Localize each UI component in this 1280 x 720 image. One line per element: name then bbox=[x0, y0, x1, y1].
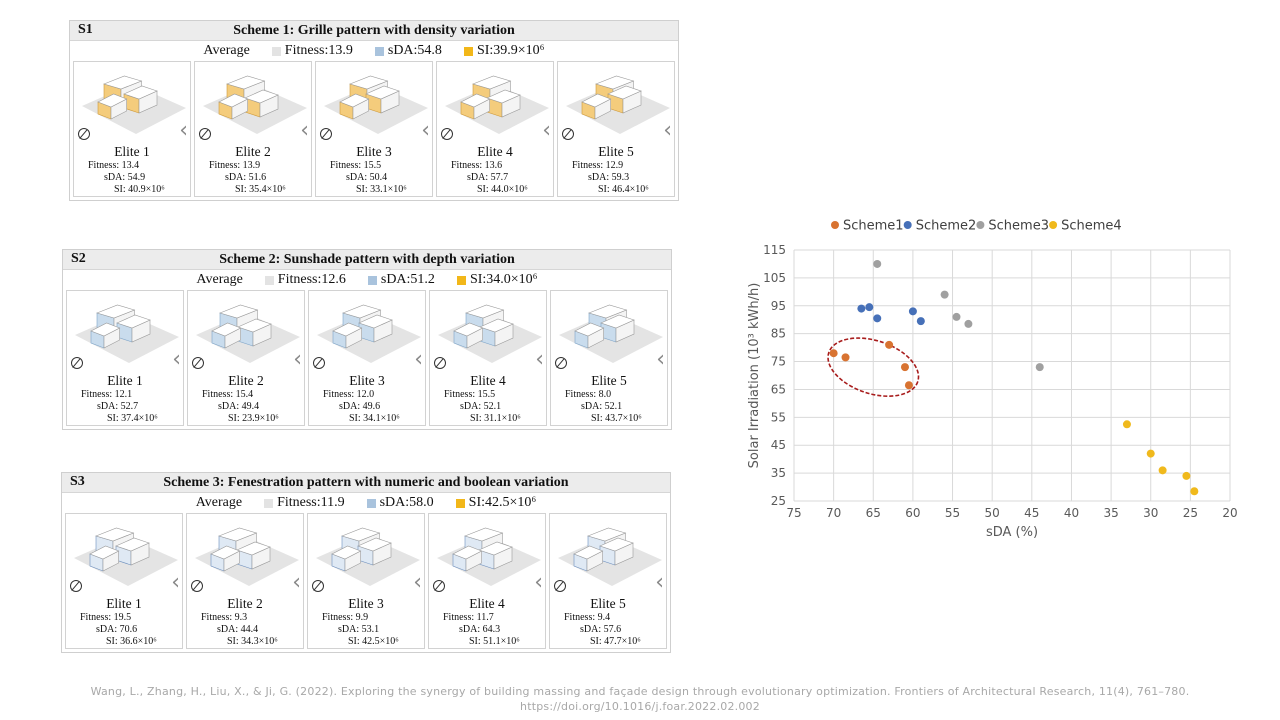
data-point-scheme2 bbox=[857, 305, 865, 313]
elite-sda: sDA: 64.3 bbox=[459, 624, 501, 635]
north-compass-icon bbox=[434, 357, 446, 369]
avg-si bbox=[457, 272, 538, 288]
massing-illustration bbox=[430, 291, 547, 371]
elite-name: Elite 2 bbox=[235, 144, 271, 159]
elite-name: Elite 3 bbox=[356, 144, 392, 159]
elite-sda: sDA: 50.4 bbox=[346, 172, 388, 183]
elite-sda: sDA: 44.4 bbox=[217, 624, 259, 635]
si-swatch bbox=[464, 47, 473, 56]
north-compass-icon bbox=[199, 128, 211, 140]
legend-marker bbox=[904, 221, 912, 229]
si-swatch bbox=[456, 499, 465, 508]
elite-card bbox=[186, 513, 304, 649]
elite-si: SI: 36.6×10⁶ bbox=[106, 636, 157, 647]
elite-sda: sDA: 54.9 bbox=[104, 172, 146, 183]
data-point-scheme4 bbox=[1159, 466, 1167, 474]
massing-illustration bbox=[316, 62, 433, 142]
elite-fitness: Fitness: 12.9 bbox=[572, 160, 624, 171]
elite-fitness: Fitness: 11.7 bbox=[443, 612, 494, 623]
elite-si: SI: 42.5×10⁶ bbox=[348, 636, 399, 647]
avg-fitness bbox=[272, 43, 353, 59]
elite-card bbox=[550, 290, 668, 426]
elite-card bbox=[549, 513, 667, 649]
massing-illustration bbox=[308, 514, 425, 594]
elite-si: SI: 34.1×10⁶ bbox=[349, 413, 400, 424]
north-compass-icon bbox=[320, 128, 332, 140]
avg-si-value: SI:42.5×10⁶ bbox=[468, 495, 537, 510]
y-tick-label: 75 bbox=[770, 354, 786, 369]
scatter-chart bbox=[735, 208, 1255, 538]
average-label: Average bbox=[203, 43, 250, 58]
y-tick-label: 55 bbox=[770, 410, 786, 425]
elite-card bbox=[73, 61, 191, 197]
elite-sda: sDA: 59.3 bbox=[588, 172, 630, 183]
massing-illustration bbox=[437, 62, 554, 142]
sda-swatch bbox=[367, 499, 376, 508]
elite-si: SI: 35.4×10⁶ bbox=[235, 184, 286, 195]
chevron-left-icon: ‹ bbox=[171, 570, 180, 595]
north-compass-icon bbox=[191, 580, 203, 592]
elite-sda: sDA: 70.6 bbox=[96, 624, 138, 635]
data-point-scheme2 bbox=[865, 303, 873, 311]
y-tick-label: 65 bbox=[770, 382, 786, 397]
x-tick-label: 60 bbox=[905, 506, 921, 520]
north-compass-icon bbox=[78, 128, 90, 140]
elite-fitness: Fitness: 13.9 bbox=[209, 160, 261, 171]
chevron-left-icon: ‹ bbox=[535, 347, 544, 372]
sda-swatch bbox=[375, 47, 384, 56]
elite-si: SI: 44.0×10⁶ bbox=[477, 184, 528, 195]
elite-si: SI: 37.4×10⁶ bbox=[107, 413, 158, 424]
elite-name: Elite 3 bbox=[348, 596, 384, 611]
elite-si: SI: 31.1×10⁶ bbox=[470, 413, 521, 424]
massing-illustration bbox=[550, 514, 667, 594]
elite-fitness: Fitness: 9.4 bbox=[564, 612, 611, 623]
panel-id: S1 bbox=[78, 22, 93, 37]
data-point-scheme2 bbox=[917, 317, 925, 325]
legend-label: Scheme2 bbox=[915, 218, 977, 234]
data-point-scheme1 bbox=[830, 349, 838, 357]
y-tick-label: 45 bbox=[770, 438, 786, 453]
north-compass-icon bbox=[313, 357, 325, 369]
x-tick-label: 20 bbox=[1222, 506, 1238, 520]
chevron-left-icon: ‹ bbox=[172, 347, 181, 372]
x-tick-label: 35 bbox=[1103, 506, 1119, 520]
chevron-left-icon: ‹ bbox=[534, 570, 543, 595]
elite-sda: sDA: 49.4 bbox=[218, 401, 260, 412]
avg-sda bbox=[375, 43, 442, 59]
massing-illustration bbox=[66, 514, 183, 594]
data-point-scheme2 bbox=[909, 307, 917, 315]
elite-sda: sDA: 52.1 bbox=[581, 401, 623, 412]
massing-illustration bbox=[551, 291, 668, 371]
north-compass-icon bbox=[312, 580, 324, 592]
elite-name: Elite 5 bbox=[598, 144, 634, 159]
panel-title: Scheme 1: Grille pattern with density variation bbox=[233, 23, 515, 38]
data-point-scheme1 bbox=[901, 363, 909, 371]
north-compass-icon bbox=[192, 357, 204, 369]
elite-fitness: Fitness: 15.5 bbox=[444, 389, 496, 400]
average-row bbox=[70, 41, 678, 61]
data-point-scheme3 bbox=[964, 320, 972, 328]
panel-title: Scheme 3: Fenestration pattern with numeric and boolean variation bbox=[163, 475, 569, 490]
avg-si-value: SI:34.0×10⁶ bbox=[469, 272, 538, 287]
elite-si: SI: 34.3×10⁶ bbox=[227, 636, 278, 647]
chevron-left-icon: ‹ bbox=[421, 118, 430, 143]
panel-header bbox=[62, 473, 670, 493]
x-axis-label: sDA (%) bbox=[985, 525, 1039, 540]
elite-sda: sDA: 49.6 bbox=[339, 401, 381, 412]
elite-card bbox=[65, 513, 183, 649]
x-tick-label: 25 bbox=[1182, 506, 1199, 520]
elite-sda: sDA: 52.1 bbox=[460, 401, 502, 412]
north-compass-icon bbox=[562, 128, 574, 140]
elite-name: Elite 5 bbox=[590, 596, 626, 611]
massing-illustration bbox=[309, 291, 426, 371]
elite-si: SI: 23.9×10⁶ bbox=[228, 413, 279, 424]
x-tick-label: 40 bbox=[1063, 506, 1080, 520]
elite-name: Elite 1 bbox=[114, 144, 150, 159]
elite-card bbox=[436, 61, 554, 197]
panel-title: Scheme 2: Sunshade pattern with depth variation bbox=[219, 252, 515, 267]
y-tick-label: 25 bbox=[770, 494, 786, 508]
avg-sda-value: sDA:58.0 bbox=[379, 495, 434, 510]
y-tick-label: 85 bbox=[770, 326, 786, 341]
data-point-scheme4 bbox=[1147, 450, 1155, 458]
legend-label: Scheme4 bbox=[1061, 218, 1122, 234]
chevron-left-icon: ‹ bbox=[663, 118, 672, 143]
elite-card bbox=[429, 290, 547, 426]
legend-marker bbox=[976, 221, 984, 229]
y-tick-label: 115 bbox=[763, 243, 786, 257]
panel-header bbox=[70, 21, 678, 41]
elite-name: Elite 4 bbox=[470, 373, 506, 388]
avg-fitness-value: Fitness:13.9 bbox=[284, 43, 353, 58]
average-row bbox=[63, 270, 671, 290]
data-point-scheme4 bbox=[1190, 487, 1198, 495]
massing-illustration bbox=[429, 514, 546, 594]
elite-name: Elite 1 bbox=[106, 596, 142, 611]
y-tick-label: 105 bbox=[763, 270, 786, 285]
elite-card bbox=[194, 61, 312, 197]
panel-header bbox=[63, 250, 671, 270]
elite-fitness: Fitness: 12.0 bbox=[323, 389, 375, 400]
massing-illustration bbox=[195, 62, 312, 142]
elite-name: Elite 4 bbox=[477, 144, 513, 159]
scheme-panel-s1 bbox=[69, 20, 679, 201]
data-point-scheme4 bbox=[1123, 420, 1131, 428]
chevron-left-icon: ‹ bbox=[179, 118, 188, 143]
elite-card bbox=[66, 290, 184, 426]
elite-sda: sDA: 52.7 bbox=[97, 401, 139, 412]
massing-illustration bbox=[74, 62, 191, 142]
average-row bbox=[62, 493, 670, 513]
chevron-left-icon: ‹ bbox=[300, 118, 309, 143]
elite-si: SI: 47.7×10⁶ bbox=[590, 636, 641, 647]
avg-sda bbox=[367, 495, 434, 511]
elite-card bbox=[315, 61, 433, 197]
x-tick-label: 45 bbox=[1024, 506, 1040, 520]
data-point-scheme3 bbox=[941, 291, 949, 299]
chevron-left-icon: ‹ bbox=[292, 570, 301, 595]
elite-card bbox=[308, 290, 426, 426]
x-tick-label: 75 bbox=[786, 506, 802, 520]
chevron-left-icon: ‹ bbox=[655, 570, 664, 595]
elite-fitness: Fitness: 9.3 bbox=[201, 612, 248, 623]
north-compass-icon bbox=[70, 580, 82, 592]
elite-card bbox=[187, 290, 305, 426]
chevron-left-icon: ‹ bbox=[293, 347, 302, 372]
elite-si: SI: 40.9×10⁶ bbox=[114, 184, 165, 195]
chevron-left-icon: ‹ bbox=[413, 570, 422, 595]
data-point-scheme2 bbox=[873, 314, 881, 322]
average-label: Average bbox=[195, 495, 243, 510]
avg-sda-value: sDA:54.8 bbox=[387, 43, 442, 58]
elite-sda: sDA: 57.6 bbox=[580, 624, 622, 635]
legend-marker bbox=[1049, 221, 1057, 229]
elite-name: Elite 5 bbox=[591, 373, 627, 388]
avg-fitness bbox=[264, 495, 345, 511]
data-point-scheme3 bbox=[953, 313, 961, 321]
x-tick-label: 50 bbox=[984, 506, 1000, 520]
elite-name: Elite 4 bbox=[469, 596, 505, 611]
elite-fitness: Fitness: 19.5 bbox=[80, 612, 132, 623]
massing-illustration bbox=[187, 514, 304, 594]
scheme-panel-s3 bbox=[61, 472, 671, 653]
elite-si: SI: 46.4×10⁶ bbox=[598, 184, 649, 195]
x-tick-label: 30 bbox=[1143, 506, 1159, 520]
fitness-swatch bbox=[272, 47, 281, 56]
elite-si: SI: 51.1×10⁶ bbox=[469, 636, 520, 647]
north-compass-icon bbox=[554, 580, 566, 592]
avg-fitness bbox=[265, 272, 346, 288]
elite-sda: sDA: 53.1 bbox=[338, 624, 380, 635]
elite-fitness: Fitness: 9.9 bbox=[322, 612, 369, 623]
y-tick-label: 35 bbox=[770, 466, 786, 481]
north-compass-icon bbox=[555, 357, 567, 369]
avg-si-value: SI:39.9×10⁶ bbox=[476, 43, 545, 58]
elite-si: SI: 33.1×10⁶ bbox=[356, 184, 407, 195]
elites-row bbox=[63, 290, 671, 429]
elite-card bbox=[428, 513, 546, 649]
avg-fitness-value: Fitness:11.9 bbox=[277, 495, 345, 510]
elite-name: Elite 1 bbox=[107, 373, 143, 388]
x-tick-label: 55 bbox=[944, 506, 961, 520]
data-point-scheme1 bbox=[842, 353, 850, 361]
data-point-scheme1 bbox=[905, 381, 913, 389]
legend-marker bbox=[831, 221, 839, 229]
average-label: Average bbox=[196, 272, 243, 287]
panel-id: S3 bbox=[70, 474, 85, 489]
elite-card bbox=[307, 513, 425, 649]
elite-sda: sDA: 51.6 bbox=[225, 172, 267, 183]
sda-swatch bbox=[368, 276, 377, 285]
chevron-left-icon: ‹ bbox=[656, 347, 665, 372]
scheme-panel-s2 bbox=[62, 249, 672, 430]
north-compass-icon bbox=[441, 128, 453, 140]
avg-fitness-value: Fitness:12.6 bbox=[277, 272, 346, 287]
elite-fitness: Fitness: 8.0 bbox=[565, 389, 612, 400]
avg-sda bbox=[368, 272, 435, 288]
elite-name: Elite 2 bbox=[227, 596, 263, 611]
elites-row bbox=[62, 513, 670, 652]
elite-fitness: Fitness: 15.5 bbox=[330, 160, 382, 171]
y-axis-label: Solar Irradiation (10³ kWh/h) bbox=[747, 282, 762, 469]
massing-illustration bbox=[188, 291, 305, 371]
elite-card bbox=[557, 61, 675, 197]
panel-id: S2 bbox=[71, 251, 86, 266]
fitness-swatch bbox=[265, 276, 274, 285]
chevron-left-icon: ‹ bbox=[542, 118, 551, 143]
citation-line-1: Wang, L., Zhang, H., Liu, X., & Ji, G. (2022). Exploring the synergy of building massing and façade design through evolutionary optimization. Frontiers of Architectural Research, 11(4), 761–780. bbox=[90, 685, 1190, 698]
elite-fitness: Fitness: 13.4 bbox=[88, 160, 140, 171]
elite-name: Elite 3 bbox=[349, 373, 385, 388]
fitness-swatch bbox=[264, 499, 273, 508]
elite-fitness: Fitness: 15.4 bbox=[202, 389, 254, 400]
data-point-scheme3 bbox=[1036, 363, 1044, 371]
avg-sda-value: sDA:51.2 bbox=[380, 272, 435, 287]
x-tick-label: 65 bbox=[865, 506, 881, 520]
elites-row bbox=[70, 61, 678, 200]
elite-sda: sDA: 57.7 bbox=[467, 172, 509, 183]
chevron-left-icon: ‹ bbox=[414, 347, 423, 372]
legend-label: Scheme1 bbox=[843, 218, 904, 234]
massing-illustration bbox=[67, 291, 184, 371]
data-point-scheme3 bbox=[873, 260, 881, 268]
north-compass-icon bbox=[433, 580, 445, 592]
data-point-scheme1 bbox=[885, 341, 893, 349]
avg-si bbox=[464, 43, 545, 59]
avg-si bbox=[456, 495, 537, 511]
elite-si: SI: 43.7×10⁶ bbox=[591, 413, 642, 424]
y-tick-label: 95 bbox=[770, 298, 786, 313]
north-compass-icon bbox=[71, 357, 83, 369]
massing-illustration bbox=[558, 62, 675, 142]
x-tick-label: 70 bbox=[825, 506, 842, 520]
elite-name: Elite 2 bbox=[228, 373, 264, 388]
si-swatch bbox=[457, 276, 466, 285]
citation-line-2: https://doi.org/10.1016/j.foar.2022.02.002 bbox=[520, 700, 760, 713]
legend-label: Scheme3 bbox=[988, 218, 1049, 234]
data-point-scheme4 bbox=[1182, 472, 1190, 480]
elite-fitness: Fitness: 13.6 bbox=[451, 160, 503, 171]
elite-fitness: Fitness: 12.1 bbox=[81, 389, 133, 400]
